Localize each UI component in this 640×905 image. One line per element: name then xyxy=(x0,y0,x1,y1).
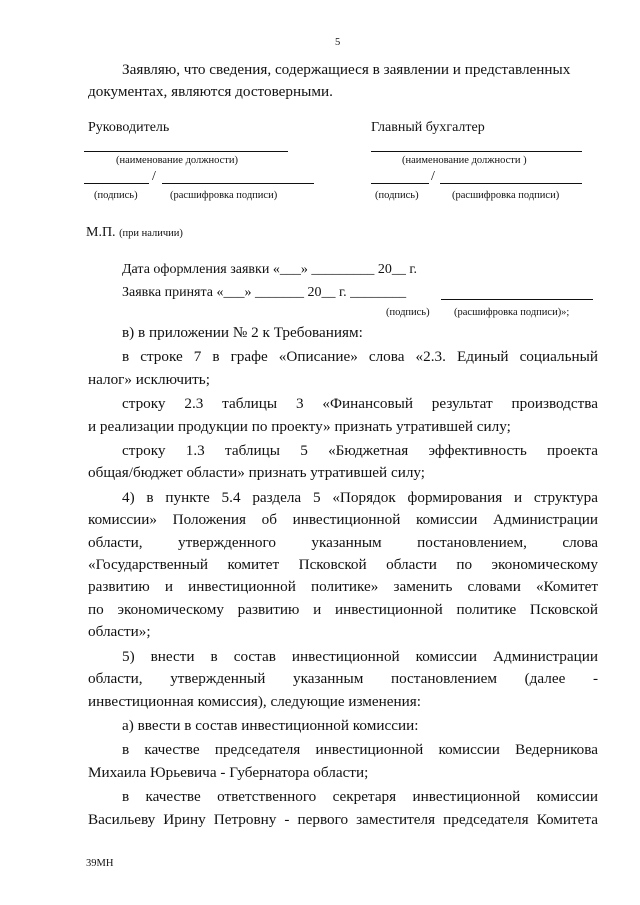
stamp-mp: М.П. xyxy=(86,225,116,240)
amendment-line: а) ввести в состав инвестиционной комиссии: xyxy=(122,716,419,734)
transcript-line-left xyxy=(162,183,314,184)
head-title: Руководитель xyxy=(88,120,170,135)
amendment-line: и реализации продукции по проекту» признать утратившей силу; xyxy=(88,417,511,435)
amendment-line: строку 2.3 таблицы 3 «Финансовый результат производства xyxy=(122,395,598,413)
declaration-line-2: документах, являются достоверными. xyxy=(88,83,333,100)
footer-code: 39МН xyxy=(86,858,114,869)
signature-line-left xyxy=(84,183,149,184)
amendment-paragraph xyxy=(88,393,598,438)
amendment-line: налог» исключить; xyxy=(88,370,210,388)
signature-caption-right: (подпись) xyxy=(375,190,419,201)
chief-accountant-title: Главный бухгалтер xyxy=(371,120,485,135)
amendment-line: строку 1.3 таблицы 5 «Бюджетная эффективность проекта xyxy=(122,442,598,460)
amendment-paragraph xyxy=(88,786,598,831)
transcript-caption-left: (расшифровка подписи) xyxy=(170,190,278,201)
amendment-line: в) в приложении № 2 к Требованиям: xyxy=(122,324,363,341)
accepted-transcript-caption: (расшифровка подписи)»; xyxy=(454,307,570,318)
amendment-paragraph xyxy=(88,346,598,391)
accepted-signature-caption: (подпись) xyxy=(386,307,430,318)
amendment-paragraph xyxy=(88,715,598,737)
signature-caption-left: (подпись) xyxy=(94,190,138,201)
declaration-line-1: Заявляю, что сведения, содержащиеся в заявлении и представленных xyxy=(122,61,571,78)
amendment-line: области, утвержденный указанным постановлением (далее - xyxy=(88,670,598,688)
transcript-line-right xyxy=(440,183,582,184)
accepted-transcript-line xyxy=(441,299,593,300)
amendment-line: в качестве председателя инвестиционной комиссии Ведерникова xyxy=(122,741,598,759)
amendment-line: «Государственный комитет Псковской области по экономическому xyxy=(88,556,598,574)
application-accepted-line: Заявка принята «___» _______ 20__ г. ________ xyxy=(122,285,407,300)
stamp-note: (при наличии) xyxy=(119,228,183,239)
amendment-line: Михаила Юрьевича - Губернатора области; xyxy=(88,763,369,781)
stamp-label xyxy=(86,225,183,241)
amendment-line: общая/бюджет области» признать утратившей силу; xyxy=(88,464,426,482)
amendment-line: по экономическому развитию и инвестиционной политике Псковской xyxy=(88,600,598,618)
position-caption-left: (наименование должности) xyxy=(116,155,239,166)
amendment-line: области»; xyxy=(88,623,151,641)
page-number: 5 xyxy=(335,37,341,48)
amendment-paragraph xyxy=(88,322,598,344)
amendment-paragraph xyxy=(88,440,598,485)
application-date-line: Дата оформления заявки «___» _________ 20__ г. xyxy=(122,262,417,277)
position-line-left xyxy=(84,151,288,152)
signature-line-right xyxy=(371,183,429,184)
amendment-line: 5) внести в состав инвестиционной комиссии Администрации xyxy=(122,647,598,665)
amendment-line: 4) в пункте 5.4 раздела 5 «Порядок формирования и структура xyxy=(122,488,598,506)
amendment-line: Васильеву Ирину Петровну - первого заместителя председателя Комитета xyxy=(88,810,598,828)
amendment-line: в строке 7 в графе «Описание» слова «2.3. Единый социальный xyxy=(122,348,598,366)
slash-right: / xyxy=(431,169,435,184)
amendment-line: в качестве ответственного секретаря инвестиционной комиссии xyxy=(122,788,598,806)
amendment-line: комиссии» Положения об инвестиционной комиссии Администрации xyxy=(88,511,598,529)
amendment-line: развитию и инвестиционной политике» заменить словами «Комитет xyxy=(88,578,598,596)
amendment-line: инвестиционная комиссия), следующие изменения: xyxy=(88,692,421,710)
amendment-paragraph xyxy=(88,487,598,644)
amendment-line: области, утвержденного указанным постановлением, слова xyxy=(88,533,598,551)
slash-left: / xyxy=(152,169,156,184)
transcript-caption-right: (расшифровка подписи) xyxy=(452,190,560,201)
position-caption-right: (наименование должности ) xyxy=(402,155,527,166)
amendments-body xyxy=(88,322,598,831)
amendment-paragraph xyxy=(88,646,598,713)
amendment-paragraph xyxy=(88,739,598,784)
position-line-right xyxy=(371,151,582,152)
